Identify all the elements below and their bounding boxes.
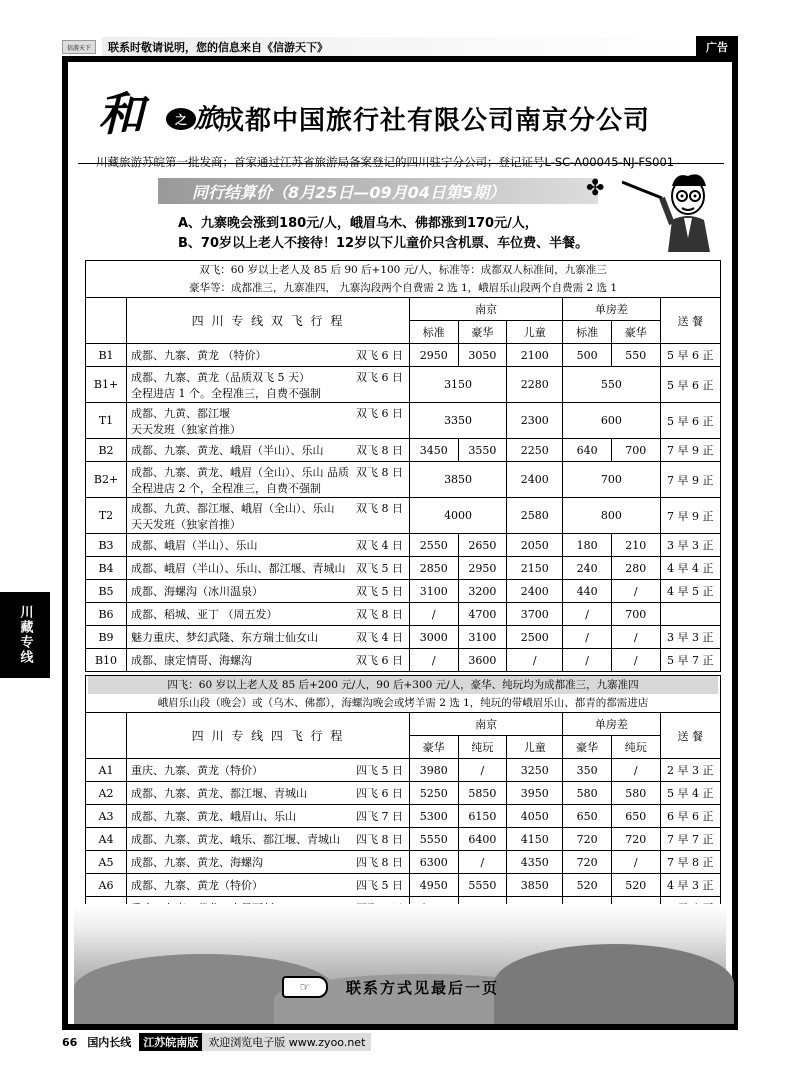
route-cell — [127, 367, 410, 403]
price-standard: 3000 — [409, 626, 458, 649]
price-standard: / — [409, 603, 458, 626]
col-standard: 标准 — [409, 321, 458, 344]
col-single-luxury: 豪华 — [563, 736, 612, 759]
col-luxury: 豪华 — [458, 321, 507, 344]
route-days: 双飞 4 日 — [355, 631, 403, 644]
brand-lv: 旅 — [194, 104, 221, 134]
price-standard: 3450 — [409, 439, 458, 462]
side-tab-sichuan-tibet: 川藏专线 — [0, 592, 50, 678]
route-cell — [127, 439, 410, 462]
route-code: B3 — [86, 534, 127, 557]
table-row — [86, 498, 721, 534]
single-pure: 520 — [611, 874, 660, 897]
price-luxury: 3980 — [409, 759, 458, 782]
price-child: 4050 — [507, 805, 563, 828]
price-child: 3700 — [507, 603, 563, 626]
route-extra: 天天发班（独家首推） — [131, 517, 242, 531]
single-pure: / — [611, 759, 660, 782]
price-child: 2280 — [507, 367, 563, 403]
route-days: 双飞 8 日 — [355, 501, 403, 515]
double-fly-title: 四 川 专 线 双 飞 行 程 — [127, 298, 410, 344]
single-pure: / — [611, 851, 660, 874]
route-code: T2 — [86, 498, 127, 534]
table-row — [86, 828, 721, 851]
route-name: 成都、九寨、黄龙 （特价） — [131, 349, 267, 362]
single-merged: 700 — [563, 462, 660, 498]
route-cell — [127, 498, 410, 534]
promo-title: 同行结算价（8月25日—09月04日第5期） — [158, 178, 598, 204]
table-row — [86, 603, 721, 626]
price-child: 2500 — [507, 626, 563, 649]
meals: 5 早 4 正 — [660, 782, 721, 805]
website-link[interactable]: 欢迎浏览电子版 www.zyoo.net — [202, 1033, 371, 1051]
col-single-standard: 标准 — [563, 321, 612, 344]
single-luxury: 700 — [611, 439, 660, 462]
double-fly-table — [85, 260, 721, 920]
route-code: B6 — [86, 603, 127, 626]
meals: 2 早 3 正 — [660, 759, 721, 782]
teacher-mascot-icon — [622, 168, 718, 252]
route-name: 重庆、九寨、黄龙（特价） — [131, 764, 264, 777]
single-luxury: / — [611, 626, 660, 649]
single-luxury: 700 — [611, 603, 660, 626]
single-pure: 650 — [611, 805, 660, 828]
single-merged: 550 — [563, 367, 660, 403]
table-row — [86, 580, 721, 603]
meals: 3 早 3 正 — [660, 626, 721, 649]
company-subline: 川藏旅游苏皖第一批发商；首家通过江苏省旅游局备案登记的四川驻宁分公司；登记证号L-SC-A00045-NJ-FS001 — [96, 155, 675, 169]
route-cell — [127, 534, 410, 557]
single-merged: 600 — [563, 403, 660, 439]
table-row — [86, 403, 721, 439]
table-row — [86, 534, 721, 557]
meals: 6 早 6 正 — [660, 805, 721, 828]
route-name: 成都、海螺沟（冰川温泉） — [131, 585, 264, 598]
single-luxury: 720 — [563, 851, 612, 874]
route-code: B1+ — [86, 367, 127, 403]
meals: 5 早 6 正 — [660, 344, 721, 367]
route-name: 成都、稻城、亚丁 （周五发） — [131, 608, 278, 621]
page-footer — [62, 1034, 371, 1050]
single-standard: 640 — [563, 439, 612, 462]
single-pure: 720 — [611, 828, 660, 851]
meals: 7 早 9 正 — [660, 462, 721, 498]
route-code: B4 — [86, 557, 127, 580]
price-merged: 4000 — [409, 498, 506, 534]
price-child: 3950 — [507, 782, 563, 805]
single-standard: / — [563, 626, 612, 649]
meals: 4 早 3 正 — [660, 874, 721, 897]
price-child: 2250 — [507, 439, 563, 462]
edition-badge: 江苏皖南版 — [139, 1033, 202, 1051]
price-luxury: 2650 — [458, 534, 507, 557]
price-child: 4350 — [507, 851, 563, 874]
col-single-pure: 纯玩 — [611, 736, 660, 759]
route-name: 成都、九寨、黄龙、峨眉（半山）、乐山 — [131, 444, 324, 457]
pointing-hand-icon: ☞ — [282, 976, 328, 998]
route-cell — [127, 403, 410, 439]
col-luxury: 豪华 — [409, 736, 458, 759]
col-child: 儿童 — [507, 321, 563, 344]
route-cell — [127, 828, 410, 851]
route-code: A4 — [86, 828, 127, 851]
table-row — [86, 851, 721, 874]
section-name: 国内长线 — [87, 1036, 132, 1049]
route-code: A6 — [86, 874, 127, 897]
single-standard: 440 — [563, 580, 612, 603]
meals: 3 早 3 正 — [660, 534, 721, 557]
route-code: B5 — [86, 580, 127, 603]
price-standard: / — [409, 649, 458, 672]
table-row — [86, 649, 721, 672]
table-row — [86, 557, 721, 580]
price-pure: 5550 — [458, 874, 507, 897]
price-child: / — [507, 649, 563, 672]
source-notice: 联系时敬请说明，您的信息来自《信游天下》 — [102, 37, 690, 57]
price-luxury: 5250 — [409, 782, 458, 805]
route-days: 双飞 8 日 — [355, 465, 403, 479]
route-days: 双飞 4 日 — [355, 539, 403, 552]
route-extra: 天天发班（独家首推） — [131, 422, 242, 436]
price-luxury: 3600 — [458, 649, 507, 672]
route-cell — [127, 580, 410, 603]
four-fly-note: 四飞：60 岁以上老人及 85 后+200 元/人，90 后+300 元/人，豪华、纯玩均为成都准三，九寨准四 峨眉乐山段（晚会）或（乌木、佛都），海螺沟晚会或烤羊需 2 选 1，纯玩的带峨眉乐山、都青的都需进店 — [86, 676, 721, 713]
brand-zhi-badge: 之 — [166, 108, 196, 130]
price-pure: 6400 — [458, 828, 507, 851]
table-row — [86, 439, 721, 462]
single-luxury: 210 — [611, 534, 660, 557]
price-standard: 2850 — [409, 557, 458, 580]
price-child: 2400 — [507, 580, 563, 603]
price-child: 2050 — [507, 534, 563, 557]
route-days: 双飞 8 日 — [355, 608, 403, 621]
price-standard: 2550 — [409, 534, 458, 557]
price-luxury: 2950 — [458, 557, 507, 580]
col-meals: 送 餐 — [660, 298, 721, 344]
single-standard: / — [563, 603, 612, 626]
price-luxury: 5300 — [409, 805, 458, 828]
route-name: 成都、峨眉（半山）、乐山 — [131, 539, 258, 552]
table-row — [86, 344, 721, 367]
meals: 5 早 6 正 — [660, 403, 721, 439]
landscape-photo — [74, 904, 726, 1024]
meals: 4 早 4 正 — [660, 557, 721, 580]
route-days: 四飞 5 日 — [355, 764, 403, 777]
route-days: 四飞 8 日 — [355, 856, 403, 869]
single-luxury: 520 — [563, 874, 612, 897]
meals: 7 早 9 正 — [660, 439, 721, 462]
route-code: B10 — [86, 649, 127, 672]
promo-line-b: B、70岁以上老人不接待！12岁以下儿童价只含机票、车位费、半餐。 — [178, 236, 589, 251]
col-child: 儿童 — [507, 736, 563, 759]
route-name: 魅力重庆、梦幻武隆、东方瑞士仙女山 — [131, 631, 319, 644]
page-number: 66 — [62, 1035, 78, 1049]
route-days: 双飞 6 日 — [355, 406, 403, 420]
ad-frame — [62, 56, 738, 1030]
price-luxury: 6300 — [409, 851, 458, 874]
brand-script-he: 和 — [98, 87, 142, 141]
route-days: 双飞 6 日 — [355, 370, 403, 384]
single-luxury: / — [611, 580, 660, 603]
price-standard: 2950 — [409, 344, 458, 367]
price-merged: 3350 — [409, 403, 506, 439]
price-luxury: 3050 — [458, 344, 507, 367]
col-single-luxury: 豪华 — [611, 321, 660, 344]
route-name: 成都、康定情哥、海螺沟 — [131, 654, 253, 667]
price-merged: 3150 — [409, 367, 506, 403]
route-extra: 全程进店 2 个，全程准三，自费不强制 — [131, 481, 322, 495]
table-row — [86, 782, 721, 805]
route-name: 成都、九寨、黄龙（品质双飞 5 天） — [131, 370, 311, 384]
price-child: 2400 — [507, 462, 563, 498]
price-luxury: 5550 — [409, 828, 458, 851]
double-fly-note: 双飞：60 岁以上老人及 85 后 90 后+100 元/人，标准等：成都双人标准间，九寨准三 豪华等：成都准三，九寨准四， 九寨沟段两个自费需 2 选 1，峨眉乐山段两个自费需 2 选 1 — [86, 261, 721, 298]
meals: 7 早 8 正 — [660, 851, 721, 874]
price-child: 4150 — [507, 828, 563, 851]
route-cell — [127, 874, 410, 897]
route-code: A5 — [86, 851, 127, 874]
single-luxury: 350 — [563, 759, 612, 782]
price-pure: 6150 — [458, 805, 507, 828]
price-child: 3250 — [507, 759, 563, 782]
route-name: 成都、峨眉（半山）、乐山、都江堰、青城山 — [131, 562, 346, 575]
route-cell — [127, 344, 410, 367]
single-pure: 580 — [611, 782, 660, 805]
route-code: A2 — [86, 782, 127, 805]
route-days: 四飞 8 日 — [355, 833, 403, 846]
route-days: 双飞 5 日 — [355, 562, 403, 575]
route-code: A1 — [86, 759, 127, 782]
single-standard: 240 — [563, 557, 612, 580]
route-cell — [127, 759, 410, 782]
single-luxury: / — [611, 649, 660, 672]
price-luxury: 4700 — [458, 603, 507, 626]
route-days: 四飞 6 日 — [355, 787, 403, 800]
meals — [660, 603, 721, 626]
price-standard: 3100 — [409, 580, 458, 603]
price-pure: / — [458, 851, 507, 874]
route-code: A3 — [86, 805, 127, 828]
price-luxury: 3100 — [458, 626, 507, 649]
group-single-room: 单房差 — [563, 298, 660, 321]
top-bar — [62, 36, 738, 58]
price-child: 2100 — [507, 344, 563, 367]
table-row — [86, 626, 721, 649]
route-name: 成都、九寨、黄龙、海螺沟 — [131, 856, 264, 869]
route-cell — [127, 626, 410, 649]
meals: 4 早 5 正 — [660, 580, 721, 603]
col-pure: 纯玩 — [458, 736, 507, 759]
route-days: 四飞 7 日 — [355, 810, 403, 823]
route-cell — [127, 649, 410, 672]
route-name: 成都、九寨、黄龙（特价） — [131, 879, 264, 892]
route-code: B2+ — [86, 462, 127, 498]
price-luxury: 3200 — [458, 580, 507, 603]
four-fly-title: 四 川 专 线 四 飞 行 程 — [127, 713, 410, 759]
price-luxury: 3550 — [458, 439, 507, 462]
single-luxury: 280 — [611, 557, 660, 580]
route-days: 双飞 8 日 — [355, 444, 403, 457]
route-name: 成都、九寨、黄龙、峨乐、都江堰、青城山 — [131, 833, 341, 846]
table-row — [86, 805, 721, 828]
group-nanjing: 南京 — [409, 298, 562, 321]
route-code: B9 — [86, 626, 127, 649]
route-name: 成都、九寨、黄龙、峨眉山、乐山 — [131, 810, 297, 823]
price-child: 2300 — [507, 403, 563, 439]
meals: 7 早 7 正 — [660, 828, 721, 851]
route-cell — [127, 603, 410, 626]
company-header — [78, 72, 724, 169]
route-name: 成都、九寨、黄龙、峨眉（全山）、乐山 品质 — [131, 465, 350, 479]
price-child: 2580 — [507, 498, 563, 534]
promo-line-a: A、九寨晚会涨到180元/人，峨眉乌木、佛都涨到170元/人， — [178, 216, 538, 231]
group-nanjing: 南京 — [409, 713, 562, 736]
table-row — [86, 462, 721, 498]
price-luxury: 4950 — [409, 874, 458, 897]
single-luxury: 550 — [611, 344, 660, 367]
price-child: 2150 — [507, 557, 563, 580]
table-row — [86, 874, 721, 897]
header-divider — [78, 163, 724, 164]
ad-label: 广告 — [696, 36, 738, 58]
company-name: 成都中国旅行社有限公司南京分公司 — [218, 106, 651, 136]
single-standard: 180 — [563, 534, 612, 557]
meals: 5 早 6 正 — [660, 367, 721, 403]
route-days: 四飞 5 日 — [355, 879, 403, 892]
route-name: 成都、九寨、黄龙、都江堰、青城山 — [131, 787, 308, 800]
contact-line — [282, 976, 499, 998]
group-single-room: 单房差 — [563, 713, 660, 736]
route-days: 双飞 5 日 — [355, 585, 403, 598]
single-standard: / — [563, 649, 612, 672]
contact-text: 联系方式见最后一页 — [346, 978, 500, 997]
single-luxury: 720 — [563, 828, 612, 851]
single-luxury: 650 — [563, 805, 612, 828]
price-pure: / — [458, 759, 507, 782]
magazine-logo: 信游天下 — [62, 40, 96, 54]
route-cell — [127, 851, 410, 874]
meals: 5 早 7 正 — [660, 649, 721, 672]
table-row — [86, 367, 721, 403]
single-merged: 800 — [563, 498, 660, 534]
route-name: 成都、九黄、都江堰 — [131, 406, 231, 420]
col-meals: 送 餐 — [660, 713, 721, 759]
route-days: 双飞 6 日 — [355, 349, 403, 362]
price-pure: 5850 — [458, 782, 507, 805]
single-luxury: 580 — [563, 782, 612, 805]
single-standard: 500 — [563, 344, 612, 367]
route-cell — [127, 805, 410, 828]
route-cell — [127, 782, 410, 805]
route-cell — [127, 557, 410, 580]
clover-icon: ✤ — [586, 176, 605, 201]
meals: 7 早 9 正 — [660, 498, 721, 534]
price-merged: 3850 — [409, 462, 506, 498]
route-name: 成都、九黄、都江堰、峨眉（全山）、乐山 — [131, 501, 335, 515]
route-code: T1 — [86, 403, 127, 439]
price-child: 3850 — [507, 874, 563, 897]
route-code: B2 — [86, 439, 127, 462]
table-row — [86, 759, 721, 782]
route-cell — [127, 462, 410, 498]
route-extra: 全程进店 1 个。全程准三，自费不强制 — [131, 386, 322, 400]
route-code: B1 — [86, 344, 127, 367]
route-days: 双飞 6 日 — [355, 654, 403, 667]
